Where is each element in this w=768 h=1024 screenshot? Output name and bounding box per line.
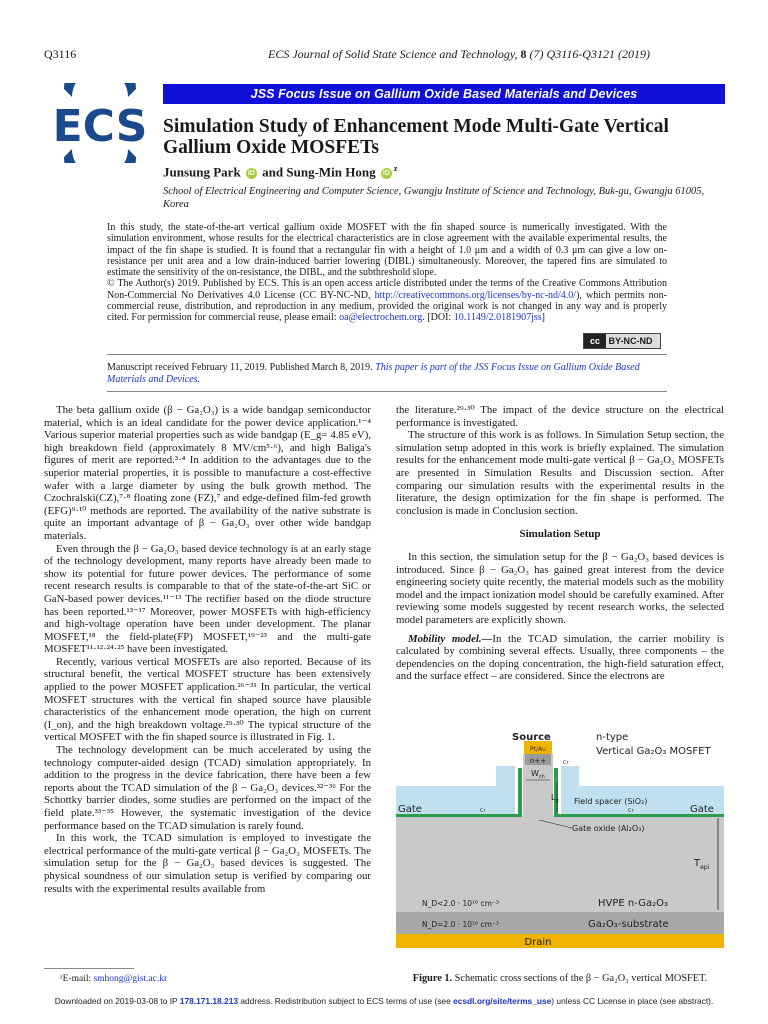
source-label: Source: [512, 732, 551, 743]
spacer-right-fin: [561, 766, 579, 816]
paragraph: Recently, various vertical MOSFETs are also reported. Because of its structural benefit, the vertical MOSFET structure has been extensively applied to the power MOSFET application.²⁶⁻³¹ In particular, the vertical MOSFET structures with the vertical fin shaped source have plausible characteristics of the enhancement mode operation, the high on current (I_on), and the high breakdown voltage.²⁹·³⁰ The typical structure of the vertical MOSFET with the fin shaped source is illustrated in Fig. 1.: [44, 655, 371, 744]
cr-label: Cr: [480, 808, 486, 814]
lg-label: $L_g$: [551, 793, 559, 804]
focus-issue-banner: JSS Focus Issue on Gallium Oxide Based Materials and Devices: [163, 84, 725, 104]
left-column: [44, 404, 371, 895]
gate-oxide-right-fin: [554, 768, 558, 814]
cr-label: Cr: [563, 760, 569, 766]
orcid-icon[interactable]: iD: [382, 170, 390, 178]
cc-license-badge[interactable]: cc BY-NC-ND: [583, 333, 661, 349]
cc-icon: cc: [584, 334, 606, 348]
contact-label: Pt/Au: [530, 746, 546, 753]
doi-link[interactable]: 10.1149/2.0181907jss: [453, 312, 542, 324]
fig-title-line2: Vertical Ga₂O₃ MOSFET: [596, 746, 711, 757]
fig-title-line1: n-type: [596, 732, 629, 743]
paragraph: Even through the β − Ga₂O₃ based device technology is at an early stage of the technology development, many reports have already been made to show its potential for future power devices. The performance of some recent research results is comparable to that of the state-of-the-art SiC or GaN-based power devices.¹¹⁻¹³ The rectifier based on the diode structure has been reported.¹³⁻¹⁷ Moreover, power MOSFETs with high-efficiency and high-voltage operation have been under development. The planar MOSFET,¹⁸ the field-plate(FP) MOSFET,¹⁹⁻²³ and the multi-gate MOSFET¹¹·¹²·²⁴·²⁵ have been investigated.: [44, 542, 371, 656]
author-1: Junsung Park: [163, 164, 241, 180]
author-2: and Sung-Min Hong: [262, 164, 376, 180]
focus-issue-link[interactable]: This paper is part of the JSS Focus Issue on Gallium Oxide Based Materials and Devices.: [107, 362, 640, 385]
paragraph: Mobility model.—In the TCAD simulation, the carrier mobility is calculated by combining several effects. Usually, three components – the dependencies on the doping concentration, the high-field saturation effect, and the surface effect – are considered. Since the electrons are: [396, 632, 724, 683]
epi-doping-label: N_D<2.0 · 10¹⁶ cm⁻³: [422, 899, 499, 908]
spacer-label: Field spacer (SiO₂): [574, 797, 648, 806]
article-title: Simulation Study of Enhancement Mode Multi-Gate Vertical Gallium Oxide MOSFETs: [163, 116, 669, 158]
figure-caption: Figure 1. Schematic cross sections of the β − Ga₂O₃ vertical MOSFET.: [412, 973, 708, 984]
author-email-link[interactable]: smhong@gist.ac.kr: [93, 974, 168, 984]
cr-label: Cr: [628, 808, 634, 814]
gate-right-label: Gate: [690, 804, 714, 815]
section-heading: Simulation Setup: [519, 528, 601, 541]
page-number: Q3116: [44, 47, 77, 61]
logo-text: ECS: [52, 101, 148, 152]
divider: [107, 354, 667, 355]
footnote-rule: [44, 968, 134, 969]
corresponding-mark: z: [393, 164, 398, 173]
ip-link[interactable]: 178.171.18.213: [179, 996, 239, 1006]
figure-1-schematic: [396, 730, 724, 962]
right-column: [396, 404, 724, 683]
drain-label: Drain: [524, 937, 552, 948]
paragraph: In this section, the simulation setup for the β − Ga₂O₃ based devices is introduced. Since β − Ga₂O₃ has gained great interest from the device engineering society quite recently, the material models such as the mobility model and the impact ionization model should be carefully examined. After reviewing some models suggested by recent research works, the selected model parameters are explicitly shown.: [396, 550, 724, 626]
paragraph: the literature.²⁹·³⁰ The impact of the device structure on the electrical performance is investigated.: [396, 404, 724, 429]
hvpe-label: HVPE n-Ga₂O₃: [598, 898, 668, 909]
manuscript-received: Manuscript received February 11, 2019. Published March 8, 2019. This paper is part of the JSS Focus Issue on Gallium Oxide Based Materials and Devices.: [107, 362, 640, 385]
spacer-left-fin: [496, 766, 515, 816]
authors: [163, 164, 723, 180]
substrate-doping-label: N_D=2.0 · 10¹⁸ cm⁻³: [422, 920, 499, 929]
paragraph: The technology development can be much accelerated by using the technology computer-aided design (TCAD) simulation appropriately. In addition to the progress in the device fabrication, there have been a few reports about the TCAD simulation of the β − Ga₂O₃ devices.³²⁻³⁶ For the Schottky barrier diodes, some studies are performed on the impact of the field plate.³³⁻³⁵ However, the systematic investigation of the device performance based on the TCAD simulation is rarely found.: [44, 744, 371, 832]
journal-citation: ECS Journal of Solid State Science and Technology, 8 (7) Q3116-Q3121 (2019): [268, 47, 650, 61]
orcid-icon[interactable]: iD: [247, 170, 255, 178]
tepi-label: $T_{epi}$: [694, 858, 710, 871]
epi-layer: [396, 816, 724, 912]
paragraph: The structure of this work is as follows. In Simulation Setup section, the simulation setup adopted in this work is briefly explained. The simulation results for the enhancement mode multi-gate vertical β − Ga₂O₃ MOSFETs are presented in Simulation Results and Discussion section. After comparing our simulation results with the experimental results in the literature, the design optimization for the fin shape is performed. The conclusion is made in Conclusion section.: [396, 429, 724, 517]
substrate-label: Ga₂O₃-substrate: [588, 919, 669, 930]
footnote: ᶻE-mail: smhong@gist.ac.kr: [60, 974, 168, 984]
gate-oxide-left-fin: [518, 768, 522, 814]
wch-label: $W_{ch}$: [531, 769, 545, 780]
terms-link[interactable]: ecsdl.org/site/terms_use: [453, 996, 552, 1006]
gate-left-label: Gate: [398, 804, 422, 815]
paragraph: The beta gallium oxide (β − Ga₂O₃) is a wide bandgap semiconductor material, which is an ideal candidate for the power device application.¹⁻⁴ Various superior material properties such as wide bandgap (E_g= 4.85 eV), high breakdown field (approximately 8 MV/cm⁵·⁶), and high Baliga's figures of merit are reported.³·⁴ In addition to the advantages due to the superior material properties, it is possible to manufacture a cost-effective wafer with a large diameter by using the bulk growth method. The Czochralski(CZ),⁷·⁸ floating zone (FZ),⁷ and edge-defined film-fed growth (EFG)⁹·¹⁰ methods are reported. The availability of the native substrate is quite an important advantage of β − Ga₂O₃ over other wide bandgap materials.: [44, 404, 371, 542]
npp-label: n++: [529, 757, 547, 765]
gate-oxide-label: Gate oxide (Al₂O₃): [572, 824, 645, 833]
paragraph: In this work, the TCAD simulation is employed to investigate the electrical performance of the multi-gate vertical β − Ga₂O₃ MOSFETs. The simulation setup for the β − Ga₂O₃ based devices is suggested. The physical soundness of our simulation setup is verified by comparing our results with the experimental results available from: [44, 832, 371, 895]
affiliation: School of Electrical Engineering and Computer Science, Gwangju Institute of Science and Technology, Buk-gu, Gwangju 61005, Korea: [163, 186, 705, 210]
abstract-text: In this study, the state-of-the-art vertical gallium oxide MOSFET with the fin shaped source is numerically investigated. With the simulation environment, whose results for the electrical characteristics are in close agreement with the available experimental results, the impact of the fin shape is studied. It is found that a rectangular fin with a height of 1.0 μm and a width of 0.3 μm can give a low on-resistance per unit area and a low drain-induced barrier lowering (DIBL) simultaneously. Moreover, the tapered fins are simulated to estimate the sensitivity of the on-resistance, the DIBL, and the subthreshold slope.: [107, 222, 667, 279]
ecs-logo-icon: [44, 83, 156, 163]
license-link[interactable]: http://creativecommons.org/licenses/by-nc-nd/4.0/: [374, 289, 577, 301]
drain-layer: [396, 934, 724, 948]
email-link[interactable]: oa@electrochem.org: [339, 312, 423, 324]
divider: [107, 391, 667, 392]
license-text: © The Author(s) 2019. Published by ECS. This is an open access article distributed under the terms of the Creative Commons Attribution Non-Commercial No Derivatives 4.0 License (CC BY-NC-ND, http://creativecommons.org/licenses/by-nc-nd/4.0/), which permits non-commercial reuse, distribution, and reproduction in any medium, provided the original work is not changed in any way and is properly cited. For permission for commercial reuse, please email: oa@electrochem.org. [DOI: 10.1149/2.0181907jss]: [107, 278, 668, 324]
download-notice: Downloaded on 2019-03-08 to IP 178.171.18.213 address. Redistribution subject to ECS terms of use (see ecsdl.org/site/terms_use) unless CC License in place (see abstract).: [54, 996, 714, 1006]
abstract: [107, 222, 667, 324]
